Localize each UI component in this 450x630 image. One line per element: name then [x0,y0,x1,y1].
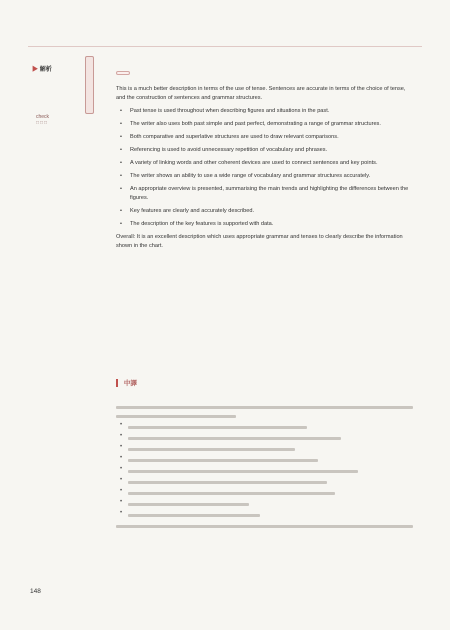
overall-paragraph: Overall: It is an excellent description which uses appropriate grammar and tenses to clearly describe the information shown in the chart. [116,234,403,249]
list-item [116,437,416,440]
list-item [116,459,416,462]
list-item: • A variety of linking words and other coherent devices are used to connect sentences and key points. [116,159,416,168]
chinese-translation-block [116,400,416,528]
main-content [116,62,416,251]
analysis-label [32,64,52,73]
analysis-text: 解析 [39,67,52,73]
list-item [116,492,416,495]
list-item: • Both comparative and superlative structures are used to draw relevant comparisons. [116,133,416,142]
list-item [116,448,416,451]
intro-paragraph: This is a much better description in terms of the use of tense. Sentences are accurate in terms of the choice of tense, and the construction of sentences and grammar structures. [116,86,406,101]
list-item [116,470,416,473]
list-item: • An appropriate overview is presented, summarising the main trends and highlighting the differences between the figures. [116,185,416,203]
side-tab [85,56,94,114]
check-box-group [36,114,49,126]
list-item: • Key features are clearly and accurately described. [116,207,416,216]
chinese-text-line [116,415,236,418]
list-item: • The writer also uses both past simple and past perfect, demonstrating a range of grammar structures. [116,120,416,129]
bullet-list [116,107,416,229]
check-boxes: □□□ [36,120,49,126]
chinese-title-text: 中譯 [123,380,137,387]
header-rule [28,46,422,47]
triangle-icon: ▶ [32,67,39,73]
chinese-text-line [116,406,413,409]
title-bar [116,379,118,387]
list-item [116,503,416,506]
list-item [116,426,416,429]
check-label: check [36,114,50,120]
section-pill [116,71,130,75]
list-item: • The description of the key features is supported with data. [116,220,416,229]
list-item: • The writer shows an ability to use a wide range of vocabulary and grammar structures accurately. [116,172,416,181]
list-item [116,481,416,484]
list-item: • Past tense is used throughout when describing figures and situations in the past. [116,107,416,116]
list-item [116,514,416,517]
chinese-text-line [116,525,413,528]
page-number: 148 [30,588,41,595]
list-item: • Referencing is used to avoid unnecessary repetition of vocabulary and phrases. [116,146,416,155]
chinese-section-title [116,378,137,387]
